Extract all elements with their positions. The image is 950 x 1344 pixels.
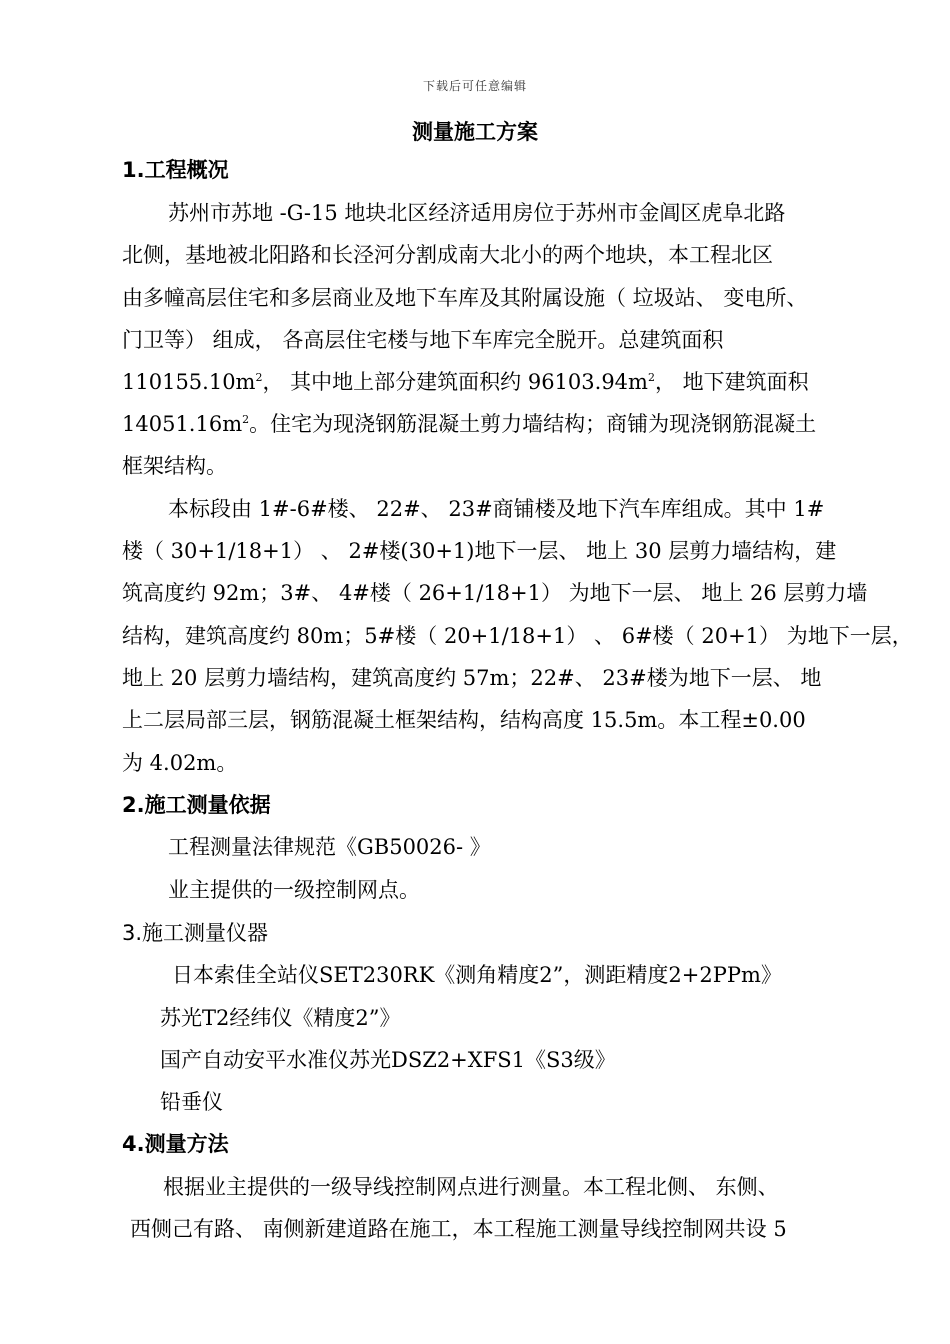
paragraph-line: 地上 20 层剪力墙结构，建筑高度约 57m；22#、 23#楼为地下一层、 地: [122, 666, 822, 690]
paragraph-line: 本标段由 1#-6#楼、 22#、 23#商铺楼及地下汽车库组成。其中 1#: [168, 497, 825, 521]
section-3-heading: 3.施工测量仪器: [122, 921, 269, 945]
section-1-heading: 1.工程概况: [122, 158, 229, 182]
list-item: 工程测量法律规范《GB50026- 》: [168, 835, 491, 859]
document-title: 测量施工方案: [412, 120, 538, 144]
list-item: 日本索佳全站仪SET230RK《测角精度2”，测距精度2+2PPm》: [172, 963, 782, 987]
paragraph-line: 为 4.02m。: [122, 751, 238, 775]
paragraph-line: 结构，建筑高度约 80m；5#楼（ 20+1/18+1） 、 6#楼（ 20+1） 为地下一层，: [122, 624, 913, 648]
paragraph-line: [122, 409, 816, 439]
section-2-heading: 2.施工测量依据: [122, 793, 271, 817]
area-above: ， 其中地上部分建筑面积约 96103.94m: [262, 370, 648, 394]
list-item: 苏光T2经纬仪《精度2”》: [160, 1006, 401, 1030]
list-item: 国产自动安平水准仪苏光DSZ2+XFS1《S3级》: [160, 1048, 616, 1072]
paragraph-line: 苏州市苏地 -G-15 地块北区经济适用房位于苏州市金阊区虎阜北路: [168, 201, 786, 225]
paragraph-line: 根据业主提供的一级导线控制网点进行测量。本工程北侧、 东侧、: [163, 1175, 779, 1199]
paragraph-line: 框架结构。: [122, 454, 227, 478]
paragraph-line: [122, 367, 809, 397]
paragraph-line: 由多幢高层住宅和多层商业及地下车库及其附属设施（ 垃圾站、 变电所、: [122, 286, 808, 310]
superscript: 2: [255, 371, 263, 384]
superscript: 2: [242, 413, 250, 426]
paragraph-line: 北侧，基地被北阳路和长泾河分割成南大北小的两个地块，本工程北区: [122, 243, 773, 267]
header-note: 下载后可任意编辑: [422, 79, 527, 93]
paragraph-line: 筑高度约 92m；3#、 4#楼（ 26+1/18+1） 为地下一层、 地上 26 层剪力墙: [122, 581, 868, 605]
list-item: 铅垂仪: [160, 1090, 223, 1114]
paragraph-line: 西侧己有路、 南侧新建道路在施工，本工程施工测量导线控制网共设 5: [130, 1217, 787, 1241]
area-below-label: ， 地下建筑面积: [654, 370, 809, 394]
structure-text: 。住宅为现浇钢筋混凝土剪力墙结构；商铺为现浇钢筋混凝土: [249, 412, 817, 436]
paragraph-line: 上二层局部三层，钢筋混凝土框架结构，结构高度 15.5m。本工程±0.00: [122, 708, 806, 732]
area-total: 110155.10m: [122, 370, 256, 394]
list-item: 业主提供的一级控制网点。: [168, 878, 420, 902]
section-4-heading: 4.测量方法: [122, 1132, 229, 1156]
superscript: 2: [647, 371, 655, 384]
area-below: 14051.16m: [122, 412, 243, 436]
paragraph-line: 门卫等） 组成， 各高层住宅楼与地下车库完全脱开。总建筑面积: [122, 328, 724, 352]
paragraph-line: 楼（ 30+1/18+1） 、 2#楼(30+1)地下一层、 地上 30 层剪力墙结构，建: [122, 539, 837, 563]
